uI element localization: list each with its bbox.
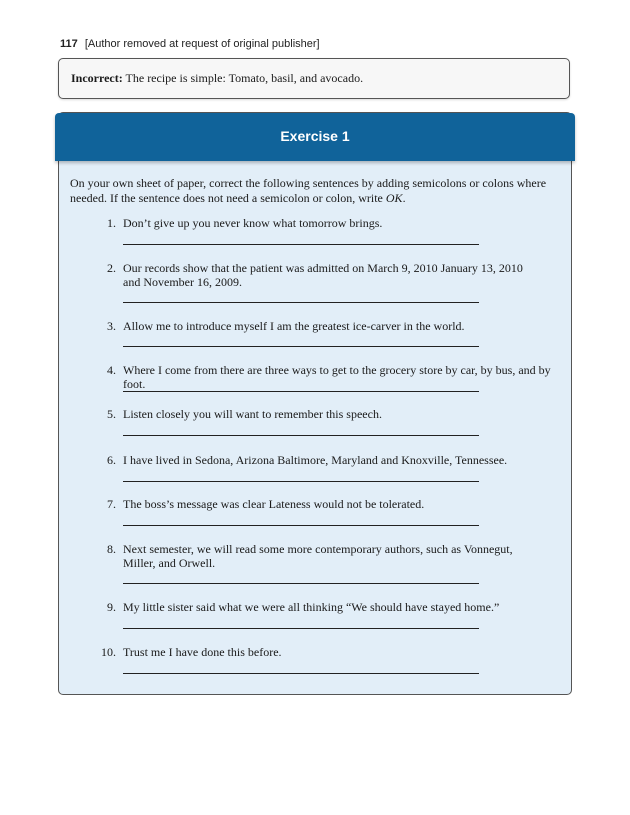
page-header [60,38,320,50]
answer-line[interactable] [123,346,479,347]
question-number: 2. [107,261,116,275]
question-text: Next semester, we will read some more contemporary authors, such as Vonnegut, Miller, and Orwell. [123,542,513,570]
instructions-end: . [402,191,406,205]
incorrect-example-box [58,58,570,99]
answer-line[interactable] [123,391,479,392]
question-number: 5. [107,407,116,421]
question-text: I have lived in Sedona, Arizona Baltimore, Maryland and Knoxville, Tennessee. [123,453,508,467]
page-number: 117 [60,38,78,50]
exercise-title: Exercise 1 [280,128,350,144]
exercise-header [55,113,575,161]
exercise-box [58,112,572,695]
question-text: Our records show that the patient was admitted on March 9, 2010 January 13, 2010 and November 16, 2009. [123,261,523,289]
question-text: My little sister said what we were all thinking “We should have stayed home.” [123,600,500,614]
answer-line[interactable] [123,481,479,482]
answer-line[interactable] [123,525,479,526]
exercise-instructions [70,176,565,206]
incorrect-example [71,71,363,86]
running-title: [Author removed at request of original publisher] [84,38,320,50]
question-text: Listen closely you will want to remember this speech. [123,407,382,421]
answer-line[interactable] [123,244,479,245]
incorrect-text: The recipe is simple: Tomato, basil, and avocado. [122,71,364,85]
question-text: The boss’s message was clear Lateness would not be tolerated. [123,497,425,511]
answer-line[interactable] [123,673,479,674]
answer-line[interactable] [123,628,479,629]
question-text: Allow me to introduce myself I am the greatest ice-carver in the world. [123,319,465,333]
question-number: 7. [107,497,116,511]
question-number: 6. [107,453,116,467]
question-text: Where I come from there are three ways to get to the grocery store by car, by bus, and by foot. [123,363,551,391]
question-text: Trust me I have done this before. [123,645,282,659]
question-number: 1. [107,216,116,230]
question-number: 8. [107,542,116,556]
question-number: 9. [107,600,116,614]
answer-line[interactable] [123,302,479,303]
instructions-text: On your own sheet of paper, correct the following sentences by adding semicolons or colons where needed. If the sentence does not need a semicolon or colon, write [70,176,547,205]
question-number: 3. [107,319,116,333]
answer-line[interactable] [123,583,479,584]
instructions-ok: OK [385,191,403,205]
question-number: 4. [107,363,116,377]
question-number: 10. [101,645,116,659]
question-text: Don’t give up you never know what tomorrow brings. [123,216,383,230]
answer-line[interactable] [123,435,479,436]
incorrect-label: Incorrect: [71,71,123,85]
